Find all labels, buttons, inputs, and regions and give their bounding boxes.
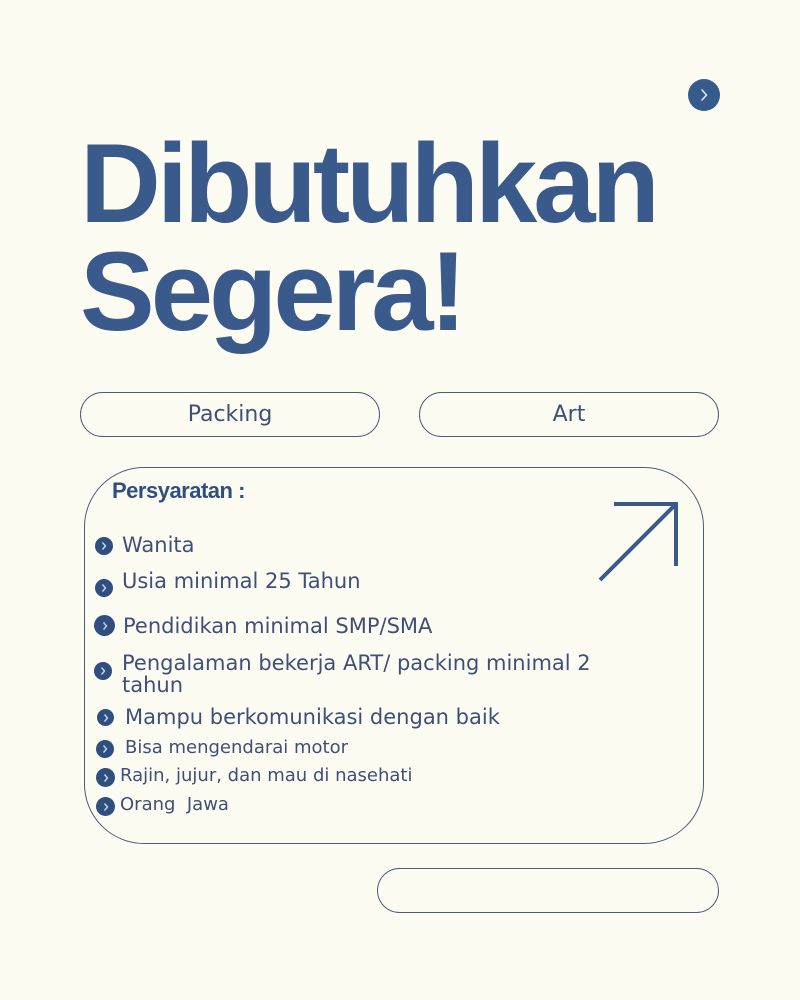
chevron-right-circle-icon [94,615,115,636]
chevron-right-circle-icon [96,740,114,758]
position-label: Art [552,402,586,427]
requirement-text: Wanita [122,533,195,557]
requirements-title: Persyaratan : [112,478,245,503]
requirement-item [96,795,229,816]
requirement-item [97,706,500,729]
requirement-text: Pendidikan minimal SMP/SMA [123,614,433,638]
requirement-item [96,766,412,787]
arrow-up-right-icon [596,498,682,584]
chevron-right-circle-icon [94,662,112,680]
headline-line-1: Dibutuhkan [80,121,656,246]
requirement-text: Rajin, jujur, dan mau di nasehati [120,765,413,786]
requirement-text: Mampu berkomunikasi dengan baik [125,705,500,729]
requirement-item [94,615,432,638]
chevron-right-icon [698,88,710,102]
requirement-item [95,570,361,597]
requirement-text: Bisa mengendarai motor [125,737,349,758]
position-pill-art[interactable] [419,392,719,437]
next-button[interactable] [688,79,720,111]
chevron-right-circle-icon [96,768,115,787]
requirement-item [94,652,594,696]
requirement-item [96,738,348,758]
requirement-text: Pengalaman bekerja ART/ packing minimal 2 tahun [122,651,591,698]
chevron-right-circle-icon [95,579,113,597]
chevron-right-circle-icon [96,797,115,816]
requirement-text: Orang Jawa [120,794,229,815]
chevron-right-circle-icon [97,709,114,726]
position-pill-packing[interactable] [80,392,380,437]
empty-pill-button[interactable] [377,868,719,913]
chevron-right-circle-icon [95,537,113,555]
position-label: Packing [187,402,273,427]
headline [80,121,656,354]
requirement-item [95,534,195,557]
headline-line-2: Segera! [80,229,463,354]
requirement-text: Usia minimal 25 Tahun [122,569,361,593]
